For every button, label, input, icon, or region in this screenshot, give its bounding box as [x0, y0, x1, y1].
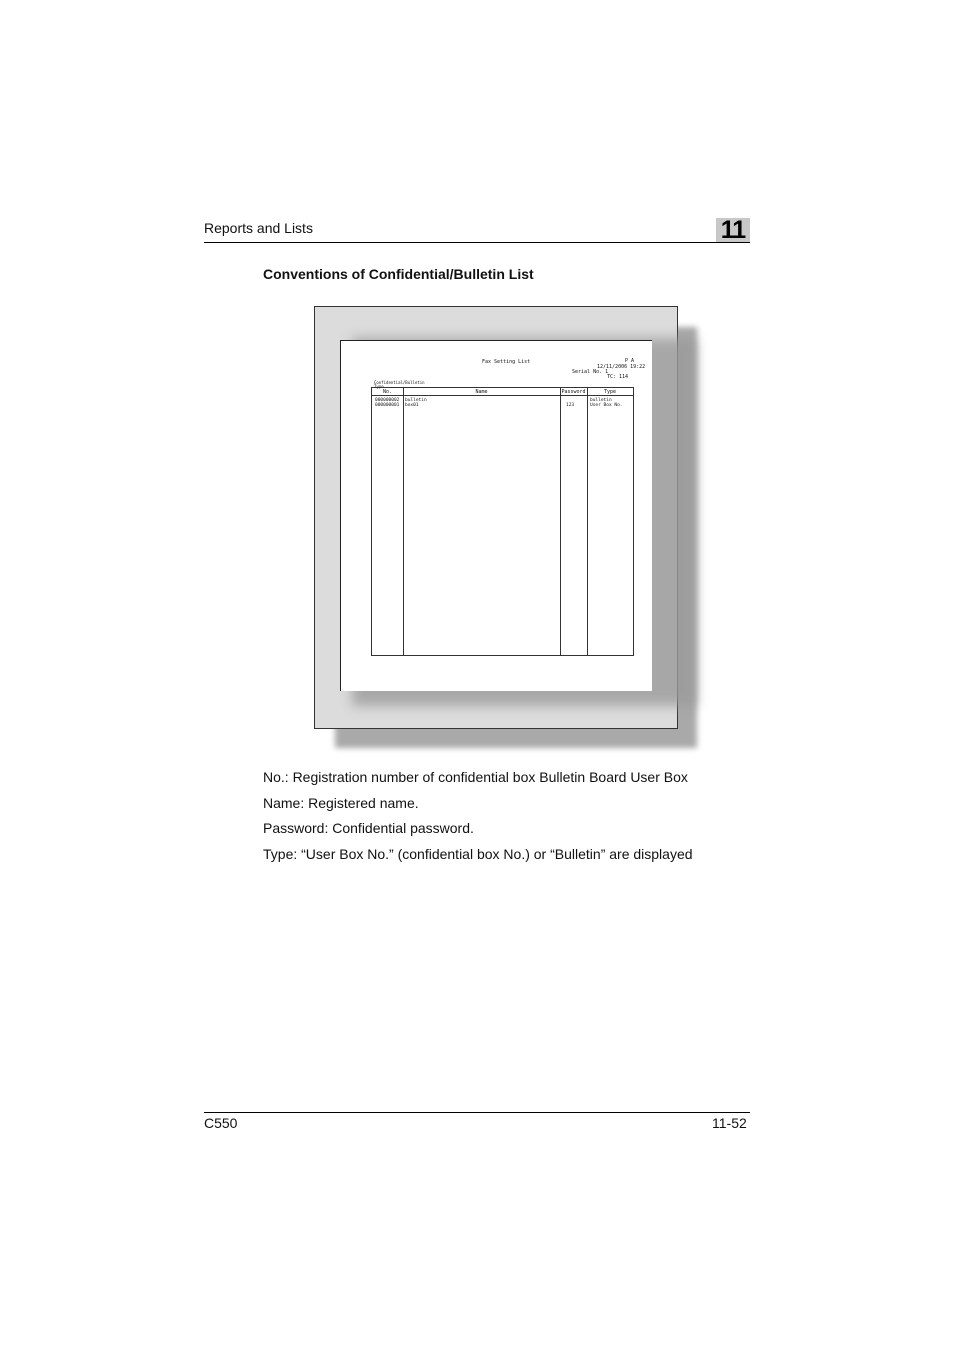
header-rule [204, 242, 750, 243]
table-cell-no: 000000002 [375, 398, 400, 403]
sheet-tc: TC: 114 [607, 374, 629, 380]
table-cell-no: 000000001 [375, 403, 400, 408]
col-header-no: No. [382, 389, 393, 395]
sheet-date: 12/11/2006 19:22 [597, 364, 646, 370]
description-password: Password: Confidential password. [263, 820, 474, 836]
section-title: Conventions of Confidential/Bulletin List [263, 266, 534, 282]
table-cell-password: 123 [566, 403, 575, 408]
table-cell-type: bulletin [590, 398, 612, 403]
col-header-name: Name [475, 389, 488, 395]
table-cell-name: bulletin [405, 398, 427, 403]
running-header: Reports and Lists [204, 220, 313, 236]
sheet-page-marker: P A [625, 358, 635, 364]
description-no: No.: Registration number of confidential box Bulletin Board User Box [263, 769, 688, 785]
chapter-number: 11 [720, 216, 746, 244]
footer-page-number: 11-52 [712, 1115, 747, 1131]
sheet-list-label-2: Type [374, 384, 384, 389]
description-name: Name: Registered name. [263, 795, 419, 811]
col-header-password: Password [561, 389, 586, 395]
footer-model: C550 [204, 1115, 238, 1131]
table-cell-name: box01 [405, 403, 419, 408]
col-header-type: Type [603, 389, 617, 395]
sheet-serial: Serial No. 1 [572, 369, 609, 375]
footer-rule [204, 1112, 750, 1113]
description-type: Type: “User Box No.” (confidential box No.) or “Bulletin” are displayed [263, 846, 693, 862]
table-col-divider [560, 388, 561, 655]
table-col-divider [587, 388, 588, 655]
table-header-rule [372, 395, 633, 396]
sheet-list-label: Confidential/Bulletin [374, 380, 425, 385]
sheet-title: Fax Setting List [482, 359, 531, 365]
table-col-divider [403, 388, 404, 655]
table-cell-type: User Box No. [590, 403, 623, 408]
list-table [371, 387, 634, 656]
